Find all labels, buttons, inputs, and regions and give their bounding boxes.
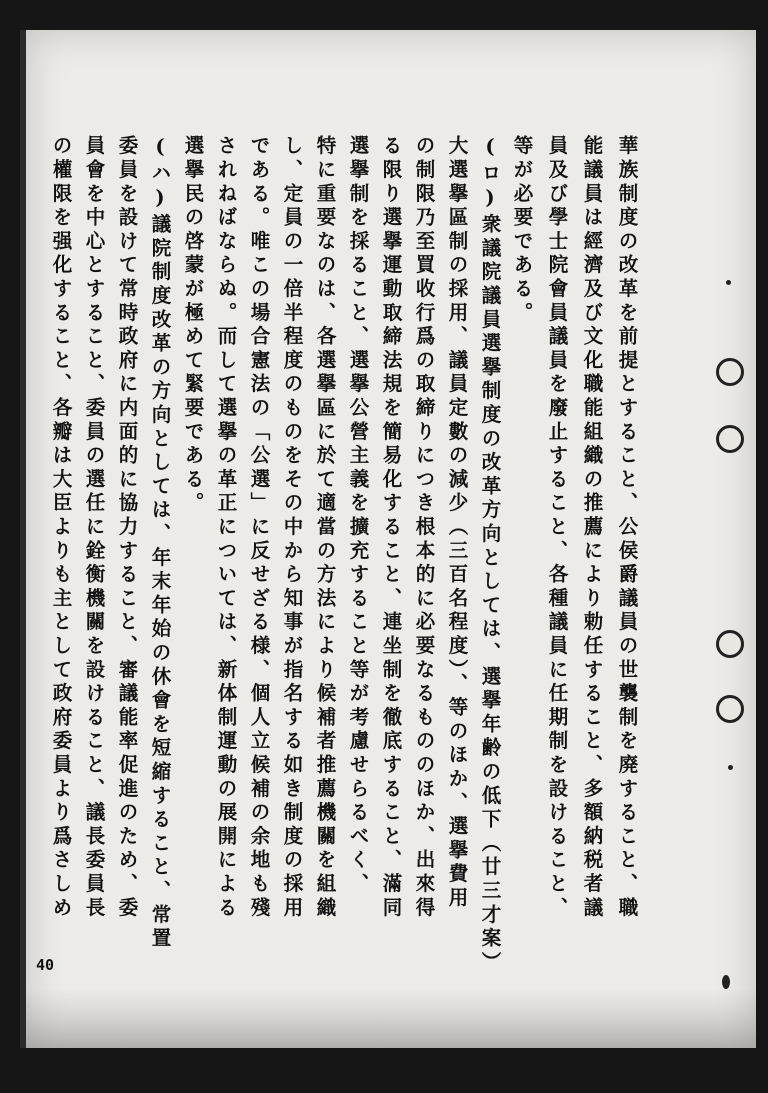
text-column: 委員を設けて常時政府に内面的に協力すること、審議能率促進のため、委 [115, 135, 139, 921]
text-column: し、定員の一倍半程度のものをその中から知事が指名する如き制度の採用 [280, 135, 304, 921]
text-column: 員會を中心とすること、委員の選任に銓衡機關を設けること、議長委員長 [82, 135, 106, 921]
text-column: 選擧民の啓蒙が極めて緊要である。 [181, 135, 205, 516]
text-column: されねばならぬ。而して選擧の革正については、新体制運動の展開による [214, 135, 238, 921]
text-column: 特に重要なのは、各選擧區に於て適當の方法により候補者推薦機關を組織 [313, 135, 337, 921]
page-number: 40 [36, 956, 55, 974]
ink-speck [726, 280, 731, 285]
text-column: 華族制度の改革を前提とすること、公侯爵議員の世襲制を廃すること、職 [615, 135, 639, 921]
text-column: の制限乃至買收行爲の取締りにつき根本的に必要なるもののほか、出來得 [412, 135, 436, 921]
text-column: 等が必要である。 [510, 135, 534, 326]
binding-hole-mark [716, 695, 744, 723]
binding-hole-mark [716, 630, 744, 658]
binding-hole-mark [716, 425, 744, 453]
scan-noise [26, 988, 756, 1048]
text-column: 能議員は經濟及び文化職能組織の推薦により勅任すること、多額納税者議 [580, 135, 604, 921]
binding-hole-mark [716, 358, 744, 386]
text-column: (ロ)衆議院議員選擧制度の改革方向としては、選擧年齢の低下（廿三才案） [478, 135, 502, 975]
text-column: の權限を强化すること、各瓣は大臣よりも主として政府委員より爲さしめ [49, 135, 73, 921]
text-column: 員及び學士院會員議員を廢止すること、各種議員に任期制を設けること、 [545, 135, 569, 921]
text-column: 選擧制を採ること、選擧公營主義を擴充すること等が考慮せらるべく、 [346, 135, 370, 897]
text-column: である。唯この場合憲法の「公選」に反せざる様、個人立候補の余地も殘 [247, 135, 271, 921]
ink-speck [722, 975, 730, 989]
ink-speck [728, 765, 733, 770]
text-column: (ハ)議院制度改革の方向としては、年末年始の休會を短縮すること、常置 [148, 135, 172, 952]
text-column: 大選擧區制の採用、議員定數の減少（三百名程度）、等のほか、選擧費用 [445, 135, 469, 911]
text-column: る限り選擧運動取締法規を簡易化すること、連坐制を徹底すること、滿同 [379, 135, 403, 921]
